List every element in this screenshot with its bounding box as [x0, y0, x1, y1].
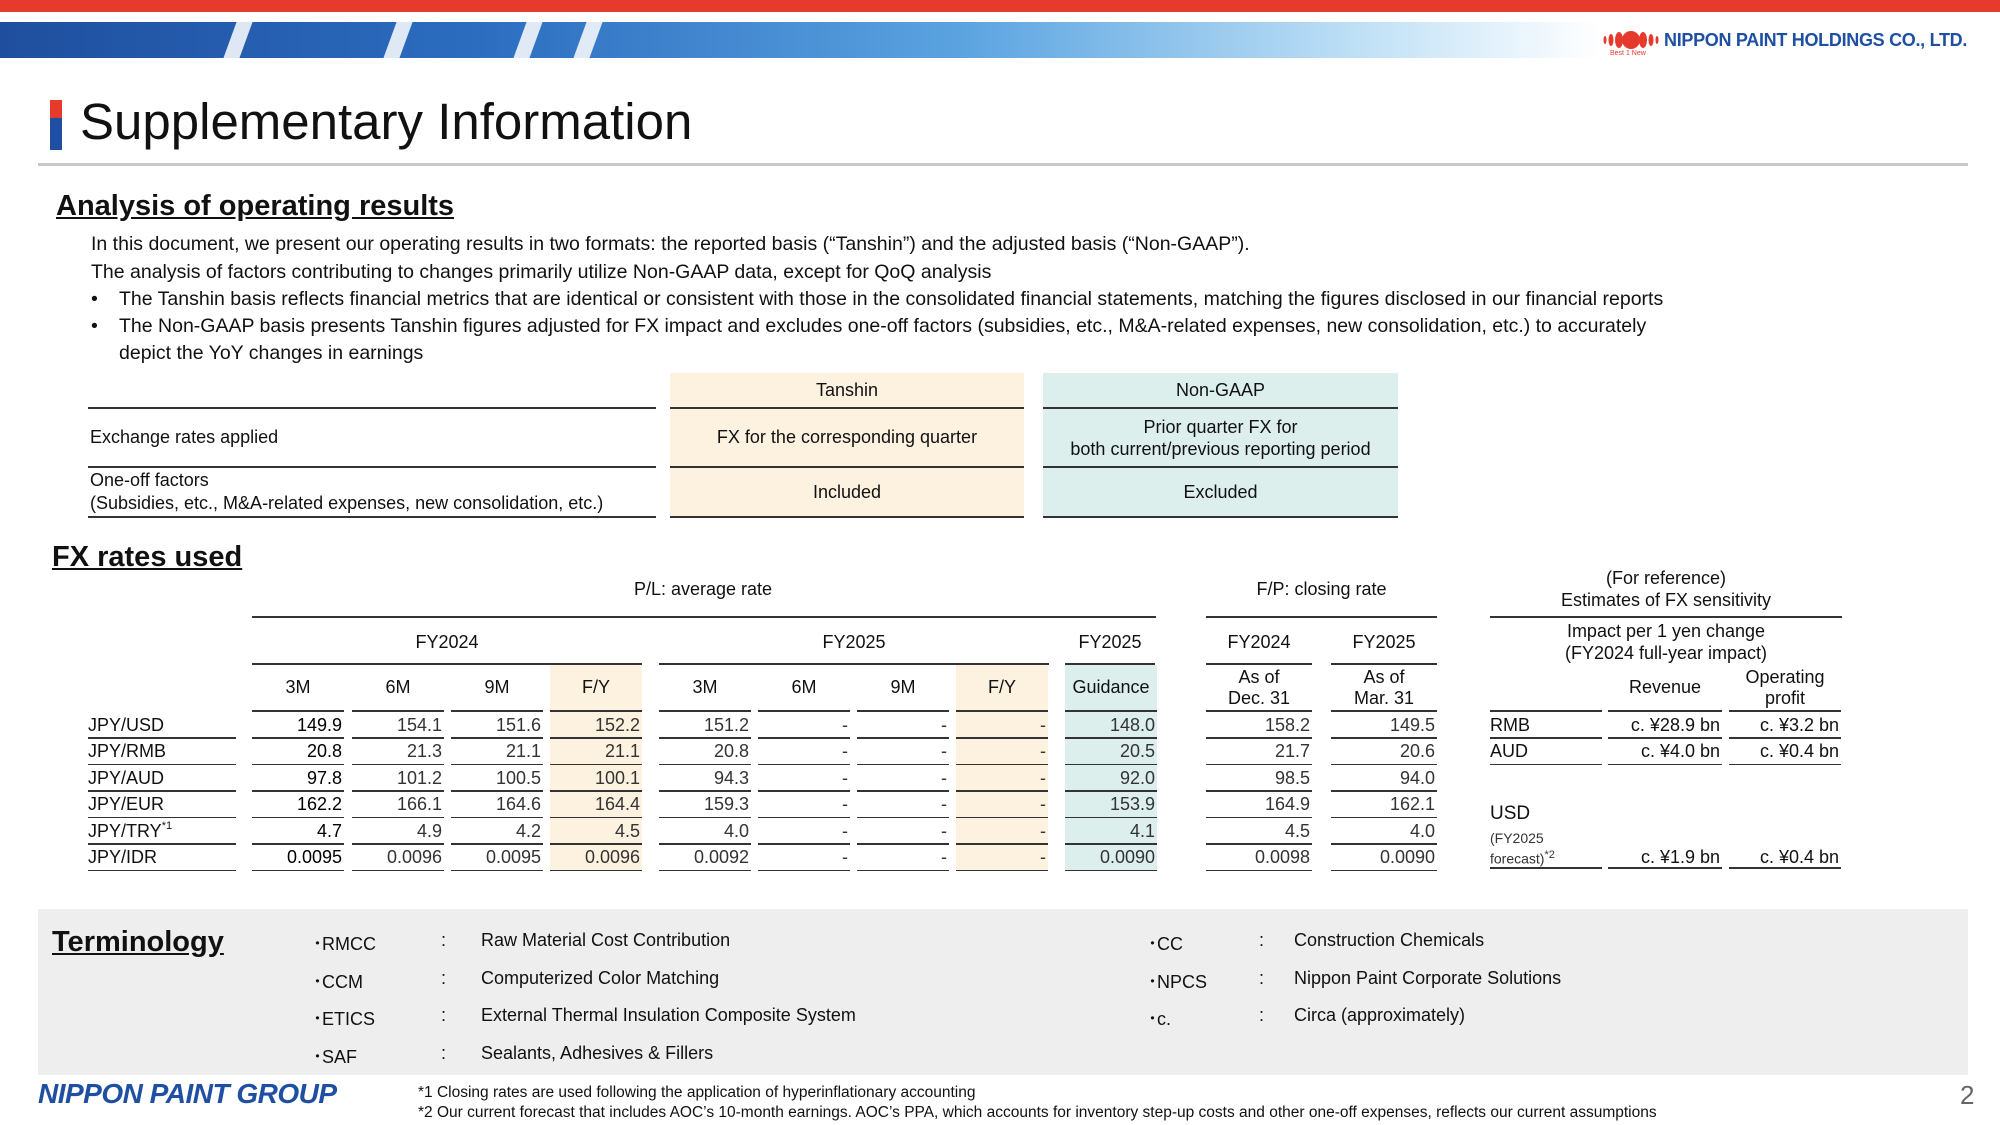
column-header: 3M: [285, 677, 311, 697]
fy2025-guidance-header: FY2025: [1078, 631, 1142, 652]
bar-slash: [223, 22, 252, 58]
fy2025-value: 4.0: [723, 820, 749, 841]
closing-fy2025-value: 20.6: [1399, 741, 1435, 762]
divider: [451, 870, 543, 872]
impact-text: Impact per 1 yen change: [1566, 621, 1766, 641]
column-header: 9M: [890, 677, 916, 697]
divider: [1043, 516, 1398, 518]
sensitivity-currency: AUD: [1490, 741, 1529, 762]
currency-pair-text: JPY/IDR: [88, 847, 158, 868]
fy2025-value: 159.3: [703, 794, 749, 815]
fy2024-value: 4.9: [416, 820, 442, 841]
fy2024-value: 21.3: [406, 741, 442, 762]
company-name: NIPPON PAINT HOLDINGS CO., LTD.: [1664, 30, 1968, 50]
fy2025-value: -: [956, 845, 1048, 872]
footnote-marker: *2: [1544, 849, 1555, 861]
footnote-marker: *1: [161, 820, 173, 832]
pl-label: P/L: average rate: [633, 578, 773, 599]
op-text: profit: [1764, 687, 1806, 708]
tanshin-cell: Included: [670, 468, 1024, 516]
fy2025-value: -: [941, 714, 947, 735]
sensitivity-revenue: c. ¥4.0 bn: [1640, 741, 1720, 762]
fy2024-value: 21.1: [505, 741, 541, 762]
closing-fy2024-header: FY2024: [1227, 631, 1291, 652]
guidance-value: 0.0090: [1065, 845, 1157, 872]
fy2025-value: -: [941, 794, 947, 815]
fy2025-value: 94.3: [713, 767, 749, 788]
guidance-value: 20.5: [1065, 739, 1157, 766]
column-header: 3M: [692, 677, 718, 697]
divider: [1490, 764, 1602, 766]
column-header: F/Y: [550, 665, 642, 710]
guidance-value: 153.9: [1065, 792, 1157, 819]
currency-pair-text: JPY/TRY: [88, 820, 162, 841]
divider: [1608, 867, 1722, 869]
company-logo-icon: [1602, 29, 1660, 51]
divider: [1490, 616, 1842, 618]
term-colon: :: [1259, 968, 1265, 988]
row-label-text: One-off factors: [90, 470, 209, 490]
currency-pair: [88, 792, 236, 819]
fy2024-value: 100.1: [550, 765, 642, 792]
divider: [1331, 870, 1437, 872]
logo-tagline: Best 1 New: [1610, 50, 1646, 57]
divider: [1729, 764, 1841, 766]
title-accent: [50, 100, 62, 150]
as-of-header: [1206, 665, 1312, 710]
fy2025-value: -: [956, 818, 1048, 845]
fy2024-value: 0.0095: [485, 847, 541, 868]
term-colon: :: [441, 968, 447, 988]
divider: [1206, 616, 1437, 618]
column-header: 6M: [385, 677, 411, 697]
revenue-header: Revenue: [1628, 677, 1702, 697]
term-colon: :: [441, 1043, 447, 1063]
currency-pair: [88, 818, 236, 845]
fy2024-value: 164.6: [495, 794, 541, 815]
divider: [670, 516, 1024, 518]
as-of-header: [1331, 665, 1437, 710]
bar-slash: [383, 22, 412, 58]
divider: [758, 870, 850, 872]
operating-profit-header: [1729, 665, 1841, 710]
row-label-text: (Subsidies, etc., M&A-related expenses, new consolidation, etc.): [90, 493, 604, 513]
closing-fy2025-header: FY2025: [1352, 631, 1416, 652]
usd-note: [1490, 830, 1602, 868]
divider: [857, 870, 949, 872]
currency-pair: [88, 739, 236, 766]
currency-pair-text: JPY/USD: [88, 714, 165, 735]
divider: [352, 870, 444, 872]
page-title: Supplementary Information: [80, 93, 693, 150]
term-colon: :: [1259, 1005, 1265, 1025]
divider: [88, 516, 656, 518]
bullet-text: depict the YoY changes in earnings: [119, 342, 424, 364]
as-of-text: As of: [1238, 666, 1280, 687]
as-of-text: Dec. 31: [1227, 687, 1291, 708]
term-abbr: ･CCM: [313, 972, 363, 992]
fy2025-value: -: [941, 820, 947, 841]
usd-note-text: (FY2025: [1490, 830, 1544, 846]
divider: [1608, 764, 1722, 766]
sensitivity-op-profit: c. ¥3.2 bn: [1759, 714, 1839, 735]
divider: [252, 616, 1156, 618]
currency-pair: [88, 845, 236, 872]
fy2024-value: 0.0096: [386, 847, 442, 868]
guidance-value: 148.0: [1065, 712, 1157, 739]
term-definition: External Thermal Insulation Composite System: [481, 1005, 856, 1025]
fy2025-value: -: [956, 792, 1048, 819]
column-header: 6M: [791, 677, 817, 697]
fy2025-value: 151.2: [703, 714, 749, 735]
fy2024-value: 166.1: [396, 794, 442, 815]
footnote: *2 Our current forecast that includes AOC’s 10-month earnings. AOC’s PPA, which accounts for inventory step-up costs and other one-off expenses, reflects our current assumptions: [418, 1104, 1657, 1121]
closing-fy2025-value: 0.0090: [1379, 847, 1435, 868]
fy2025-value: -: [842, 847, 848, 868]
fy2025-value: -: [941, 847, 947, 868]
divider: [1065, 870, 1157, 872]
fy2025-value: -: [842, 714, 848, 735]
fy2024-value: 101.2: [396, 767, 442, 788]
fy2025-value: -: [842, 820, 848, 841]
fy2024-value: 97.8: [306, 767, 342, 788]
fy2024-value: 164.4: [550, 792, 642, 819]
tanshin-cell: FX for the corresponding quarter: [670, 409, 1024, 466]
fy2025-value: -: [941, 741, 947, 762]
fy2025-value: -: [842, 794, 848, 815]
fx-heading: FX rates used: [52, 541, 243, 573]
term-colon: :: [441, 1005, 447, 1025]
closing-fy2024-value: 0.0098: [1254, 847, 1310, 868]
analysis-line: The analysis of factors contributing to changes primarily utilize Non-GAAP data, except for QoQ analysis: [91, 261, 992, 283]
nongaap-text: Prior quarter FX for: [1143, 416, 1298, 437]
fy2024-value: 4.2: [515, 820, 541, 841]
fy2024-value: 4.5: [550, 818, 642, 845]
analysis-line: In this document, we present our operating results in two formats: the reported basis (“Tanshin”) and the adjusted basis (“Non-GAAP”).: [91, 233, 1250, 255]
bullet-mark: •: [91, 288, 98, 310]
impact-label: [1490, 619, 1842, 665]
currency-pair: [88, 712, 236, 739]
reference-text: Estimates of FX sensitivity: [1560, 590, 1772, 610]
closing-fy2025-value: 162.1: [1389, 794, 1435, 815]
currency-pair-text: JPY/AUD: [88, 767, 165, 788]
currency-pair: [88, 765, 236, 792]
column-header: F/Y: [956, 665, 1048, 710]
fp-label: F/P: closing rate: [1256, 578, 1387, 599]
fy2025-value: -: [956, 765, 1048, 792]
divider: [1490, 867, 1602, 869]
divider: [550, 870, 642, 872]
term-definition: Construction Chemicals: [1294, 930, 1485, 950]
nongaap-header: Non-GAAP: [1043, 373, 1398, 408]
term-definition: Circa (approximately): [1294, 1005, 1466, 1025]
usd-note-text: [1490, 847, 1602, 868]
fy2024-value: 151.6: [495, 714, 541, 735]
closing-fy2025-value: 149.5: [1389, 714, 1435, 735]
fy2024-value: 20.8: [306, 741, 342, 762]
closing-fy2024-value: 164.9: [1264, 794, 1310, 815]
guidance-header: Guidance: [1065, 665, 1157, 710]
nongaap-cell: [1043, 409, 1398, 466]
header-gradient-bar: [0, 22, 1600, 58]
op-text: Operating: [1745, 666, 1825, 687]
footnote: *1 Closing rates are used following the application of hyperinflationary accounting: [418, 1084, 976, 1101]
reference-label: [1490, 565, 1842, 613]
fy2024-value: 0.0095: [286, 847, 342, 868]
fy2024-value: 21.1: [550, 739, 642, 766]
fy2024-value: 162.2: [296, 794, 342, 815]
closing-fy2024-value: 158.2: [1264, 714, 1310, 735]
fy2024-header: FY2024: [415, 631, 479, 652]
closing-fy2024-value: 4.5: [1284, 820, 1310, 841]
fy2025-header: FY2025: [822, 631, 886, 652]
nongaap-cell: Excluded: [1043, 468, 1398, 516]
impact-text: (FY2024 full-year impact): [1564, 643, 1768, 663]
divider: [659, 870, 751, 872]
column-header: 9M: [484, 677, 510, 697]
term-abbr: ･c.: [1148, 1009, 1172, 1029]
terminology-heading: Terminology: [52, 926, 224, 958]
guidance-value: 4.1: [1065, 818, 1157, 845]
term-definition: Nippon Paint Corporate Solutions: [1294, 968, 1562, 988]
closing-fy2025-value: 94.0: [1399, 767, 1435, 788]
term-abbr: ･SAF: [313, 1047, 358, 1067]
row-label: [90, 468, 655, 516]
fy2024-value: 152.2: [550, 712, 642, 739]
fy2025-value: -: [842, 767, 848, 788]
fy2024-value: 100.5: [495, 767, 541, 788]
divider: [38, 163, 1968, 166]
fy2024-value: 4.7: [316, 820, 342, 841]
usd-revenue: c. ¥1.9 bn: [1640, 846, 1720, 867]
divider: [1729, 867, 1841, 869]
tanshin-header: Tanshin: [670, 373, 1024, 408]
usd-note-text: forecast): [1490, 850, 1545, 867]
row-label: Exchange rates applied: [90, 427, 279, 447]
divider: [956, 870, 1048, 872]
guidance-value: 92.0: [1065, 765, 1157, 792]
bar-slash: [513, 22, 542, 58]
fy2025-value: 20.8: [713, 741, 749, 762]
bullet-mark: •: [91, 315, 98, 337]
fy2025-value: -: [941, 767, 947, 788]
reference-text: (For reference): [1605, 568, 1727, 588]
term-definition: Computerized Color Matching: [481, 968, 720, 988]
divider: [1206, 870, 1312, 872]
fy2025-value: -: [956, 712, 1048, 739]
page-number: 2: [1960, 1080, 1975, 1110]
analysis-heading: Analysis of operating results: [56, 190, 455, 222]
term-definition: Sealants, Adhesives & Fillers: [481, 1043, 714, 1063]
term-colon: :: [1259, 930, 1265, 950]
currency-pair-text: JPY/EUR: [88, 794, 165, 815]
term-abbr: ･CC: [1148, 934, 1183, 954]
sensitivity-revenue: c. ¥28.9 bn: [1630, 714, 1720, 735]
fy2025-value: -: [842, 741, 848, 762]
top-red-bar: [0, 0, 2000, 12]
bullet-text: The Non-GAAP basis presents Tanshin figures adjusted for FX impact and excludes one-off factors (subsidies, etc., M&A-related expenses, new consolidation, etc.) to accurately: [119, 315, 1647, 337]
fy2024-value: 149.9: [296, 714, 342, 735]
divider: [88, 870, 236, 872]
usd-label: USD: [1490, 803, 1531, 824]
as-of-text: As of: [1363, 666, 1405, 687]
usd-op-profit: c. ¥0.4 bn: [1759, 846, 1839, 867]
group-logo: NIPPON PAINT GROUP: [38, 1078, 337, 1109]
fy2025-value: -: [956, 739, 1048, 766]
term-colon: :: [441, 930, 447, 950]
fy2024-value: 154.1: [396, 714, 442, 735]
closing-fy2024-value: 98.5: [1274, 767, 1310, 788]
nongaap-text: both current/previous reporting period: [1070, 438, 1371, 459]
term-abbr: ･ETICS: [313, 1009, 376, 1029]
sensitivity-op-profit: c. ¥0.4 bn: [1759, 741, 1839, 762]
fy2024-value: 0.0096: [550, 845, 642, 872]
divider: [252, 870, 344, 872]
as-of-text: Mar. 31: [1353, 687, 1415, 708]
sensitivity-currency: RMB: [1490, 714, 1530, 735]
closing-fy2024-value: 21.7: [1274, 741, 1310, 762]
term-abbr: ･RMCC: [313, 934, 376, 954]
term-definition: Raw Material Cost Contribution: [481, 930, 731, 950]
closing-fy2025-value: 4.0: [1409, 820, 1435, 841]
bar-slash: [573, 22, 602, 58]
bullet-text: The Tanshin basis reflects financial metrics that are identical or consistent with those in the consolidated financial statements, matching the figures disclosed in our financial reports: [119, 288, 1664, 310]
currency-pair-text: JPY/RMB: [88, 741, 167, 762]
term-abbr: ･NPCS: [1148, 972, 1208, 992]
fy2025-value: 0.0092: [693, 847, 749, 868]
